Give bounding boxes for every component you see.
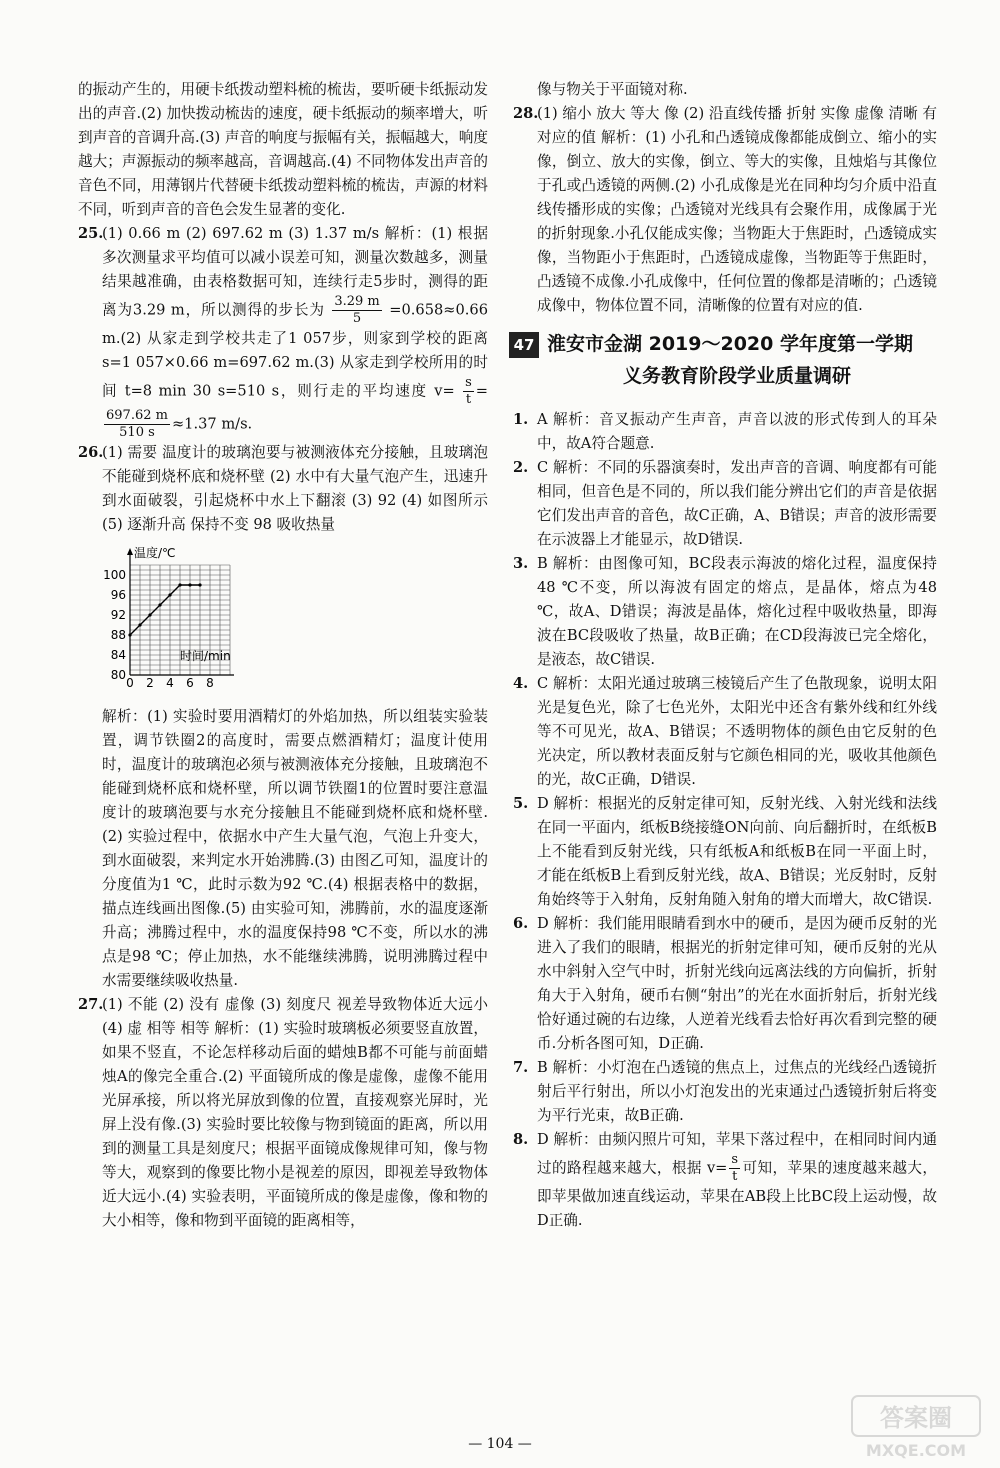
question-number: 25. (78, 225, 104, 242)
answer-25-text: (1) 0.66 m (2) 697.62 m (3) 1.37 m/s 解析：(1) 根据多次测量求平均值可以减小误差可知，测量次数越多，测量结果越准确，由表格数据可知，连续行走5步时，测得的距离为3.29 m，所以测得的步长为 (102, 225, 488, 319)
x-axis-label: 时间/min (180, 649, 231, 663)
answer-25-mid: =0.658≈0.66 m.(2) 从家走到学校共走了1 057步，则家到学校的距离 s=1 057×0.66 m=697.62 m.(3) 从家走到学校所用的时间 t=8 min 30 s=510 s，则行走的平均速度 v= (102, 301, 488, 400)
answer-28 (513, 102, 937, 318)
section-header (513, 332, 937, 396)
y-tick-label: 80 (110, 668, 126, 682)
answer-25: 25. (1) 0.66 m (2) 697.62 m (3) 1.37 m/s 解析：(1) 根据多次测量求平均值可以减小误差可知，测量次数越多，测量结果越准确，由表格数据可知，连续行走5步时，测得的距离为3.29 m，所以测得的步长为 $\frac{3.29 m}{5}$ =0.658≈0.66 m.(2) 从家走到学校共走了1 057步，则家到学校的距离 s=1 057×0.66 m=697.62 m.(3) 从家走到学校所用的时间 t=8 min 30 s=510 s，则行走的平均速度 v= $\frac{s}{t}$ = $\frac{697.62 m}{510 s}$ ≈1.37 m/s. (78, 222, 488, 441)
watermark-logo (850, 1392, 982, 1462)
left-column (78, 78, 488, 1233)
question-number: 28. (513, 105, 539, 122)
speed-formula-fraction: $\frac{s}{t}$ (465, 375, 472, 407)
x-tick-label: 6 (186, 676, 194, 690)
right-column (513, 78, 937, 1233)
chart-svg (102, 543, 262, 693)
answer-4: 4. C 解析：太阳光通过玻璃三棱镜后产生了色散现象，说明太阳光是复色光，除了七色光外，太阳光中还含有紫外线和红外线等不可见光，故A、B错误；不透明物体的颜色由它反射的色光决定，所以教材表面反射与它颜色相同的光，吸收其他颜色的光，故C正确，D错误. (513, 675, 937, 788)
section-title-line1: 淮安市金湖 2019～2020 学年度第一学期 (547, 333, 913, 355)
y-tick-label: 88 (110, 628, 126, 642)
answer-26 (78, 441, 488, 537)
section-number-badge: 47 (509, 332, 539, 358)
data-point (198, 583, 201, 586)
y-tick-label: 100 (103, 568, 126, 582)
data-point (168, 593, 171, 596)
data-point (158, 603, 161, 606)
answer-26-analysis: 解析：(1) 实验时要用酒精灯的外焰加热，所以组装实验装置，调节铁圈2的高度时，需要点燃酒精灯；温度计使用时，温度计的玻璃泡必须与被测液体充分接触，且玻璃泡不能碰到烧杯底和烧杯壁，所以调节铁圈1的位置时要注意温度计的玻璃泡要与水充分接触且不能碰到烧杯底和烧杯壁.(2) 实验过程中，依据水中产生大量气泡，气泡上升变大，到水面破裂，来判定水开始沸腾.(3) 由图乙可知，温度计的分度值为1 ℃，此时示数为92 ℃.(4) 根据表格中的数据，描点连线画出图像.(5) 由实验可知，沸腾前，水的温度逐渐升高；沸腾过程中，水的温度保持98 ℃不变，所以水的沸点是98 ℃；停止加热，水不能继续沸腾，说明沸腾过程中水需要继续吸收热量. (102, 708, 488, 989)
answer-7: 7. B 解析：小灯泡在凸透镜的焦点上，过焦点的光线经凸透镜折射后平行射出，所以小灯泡发出的光束通过凸透镜折射后将变为平行光束，故B正确. (513, 1059, 937, 1124)
answer-28-text: (1) 缩小 放大 等大 像 (2) 沿直线传播 折射 实像 虚像 清晰 有对应的值 解析：(1) 小孔和凸透镜成像都能成倒立、缩小的实像，倒立、放大的实像，倒立、等大的实像，且烛焰与其像位于孔或凸透镜的两侧.(2) 小孔成像是光在同种均匀介质中沿直线传播形成的实像；凸透镜对光线具有会聚作用，成像属于光的折射现象.小孔仅能成实像；当物距大于焦距时，凸透镜成实像，当物距小于焦距时，凸透镜成虚像，当物距等于焦距时，凸透镜不成像.小孔成像中，任何位置的像都是清晰的；凸透镜成像中，物体位置不同，清晰像的位置有对应的值. (537, 105, 937, 314)
q24-continued-text: 的振动产生的，用硬卡纸拨动塑料梳的梳齿，要听硬卡纸振动发出的声音.(2) 加快拨动梳齿的速度，硬卡纸振动的频率增大，听到声音的音调升高.(3) 声音的响度与振幅有关，振幅越大，响度越大；声源振动的频率越高，音调越高.(4) 不同物体发出声音的音色不同，用薄钢片代替硬卡纸拨动塑料梳的梳齿，声源的材料不同，听到声音的音色会发生显著的变化. (78, 81, 488, 218)
page-number: — 104 — (468, 1436, 532, 1452)
y-tick-label: 96 (110, 588, 126, 602)
data-point (178, 583, 181, 586)
x-tick-label: 4 (166, 676, 174, 690)
x-tick-label: 2 (146, 676, 154, 690)
data-point (138, 623, 141, 626)
svg-text:MXQE.COM: MXQE.COM (865, 1441, 967, 1460)
answer-8: 8. D 解析：由频闪照片可知，苹果下落过程中，在相同时间内通过的路程越来越大，根据 v= $\frac{s}{t}$ 可知，苹果的速度越来越大，即苹果做加速直线运动，苹果在AB段上比BC段上运动慢，故D正确. (513, 1131, 937, 1229)
data-point (128, 633, 131, 636)
y-axis-label: 温度/℃ (134, 546, 176, 560)
speed-value-fraction: $\frac{697.62 m}{510 s}$ (106, 408, 168, 440)
velocity-fraction: $\frac{s}{t}$ (731, 1152, 739, 1184)
answer-26-text: (1) 需要 温度计的玻璃泡要与被测液体充分接触，且玻璃泡不能碰到烧杯底和烧杯壁 (2) 水中有大量气泡产生，迅速升到水面破裂，引起烧杯中水上下翻滚 (3) 92 (4) 如图所示 (5) 逐渐升高 保持不变 98 吸收热量 (102, 444, 488, 533)
answer-2: 2. C 解析：不同的乐器演奏时，发出声音的音调、响度都有可能相同，但音色是不同的，所以我们能分辨出它们的声音是依据它们发出声音的音色，故C正确，A、B错误；声音的波形需要在示波器上才能显示，故D错误. (513, 459, 937, 548)
y-axis-arrow (127, 548, 133, 555)
x-tick-label: 0 (126, 676, 134, 690)
answer-6: 6. D 解析：我们能用眼睛看到水中的硬币，是因为硬币反射的光进入了我们的眼睛，根据光的折射定律可知，硬币反射的光从水中斜射入空气中时，折射光线向远离法线的方向偏折，折射角大于入射角，硬币右侧“射出”的光在水面折射后，折射光线恰好通过碗的右边缘，人逆着光线看去恰好再次看到完整的硬币.分析各图可知，D正确. (513, 915, 937, 1052)
answer-3: 3. B 解析：由图像可知，BC段表示海波的熔化过程，温度保持48 ℃不变，所以海波有固定的熔点，是晶体，熔点为48 ℃，故A、D错误；海波是晶体，熔化过程中吸收热量，即海波在BC段吸收了热量，故B正确；在CD段海波已完全熔化，是液态，故C错误. (513, 555, 937, 668)
temperature-time-chart (102, 543, 488, 701)
section-title-line2: 义务教育阶段学业质量调研 (623, 365, 852, 387)
answer-27 (78, 993, 488, 1233)
question-number: 26. (78, 444, 104, 461)
y-tick-label: 84 (110, 648, 126, 662)
step-length-fraction: $\frac{3.29 m}{5}$ (334, 294, 380, 326)
x-tick-label: 8 (206, 676, 214, 690)
answer-27-text: (1) 不能 (2) 没有 虚像 (3) 刻度尺 视差导致物体近大远小 (4) 虚 相等 相等 解析：(1) 实验时玻璃板必须要竖直放置，如果不竖直，不论怎样移动后面的蜡烛B都不可能与前面蜡烛A的像完全重合.(2) 平面镜所成的像是虚像，虚像不能用光屏承接，所以将光屏放到像的位置，直接观察光屏时，光屏上没有像.(3) 实验时要比较像与物到镜面的距离，所以用到的测量工具是刻度尺；根据平面镜成像规律可知，像与物等大，观察到的像要比物小是视差的原因，即视差导致物体近大远小.(4) 实验表明，平面镜所成的像是虚像，像和物的大小相等，像和物到平面镜的距离相等， (102, 996, 488, 1229)
data-point (188, 583, 191, 586)
svg-text:答案圈: 答案圈 (880, 1404, 952, 1432)
data-point (148, 613, 151, 616)
answer-1: 1. A 解析：音叉振动产生声音，声音以波的形式传到人的耳朵中，故A符合题意. (513, 411, 937, 452)
y-tick-label: 92 (110, 608, 126, 622)
q27-continued-text: 像与物关于平面镜对称. (537, 81, 688, 98)
answer-5: 5. D 解析：根据光的反射定律可知，反射光线、入射光线和法线在同一平面内，纸板B绕接缝ON向前、向后翻折时，在纸板B上不能看到反射光线，只有纸板A和纸板B在同一平面上时，才能在纸板B上看到反射光线，故A、B错误；光反射时，反射角始终等于入射角，反射角随入射角的增大而增大，故C错误. (513, 795, 937, 908)
question-number: 27. (78, 996, 104, 1013)
answer-25-tail: ≈1.37 m/s. (171, 415, 253, 433)
